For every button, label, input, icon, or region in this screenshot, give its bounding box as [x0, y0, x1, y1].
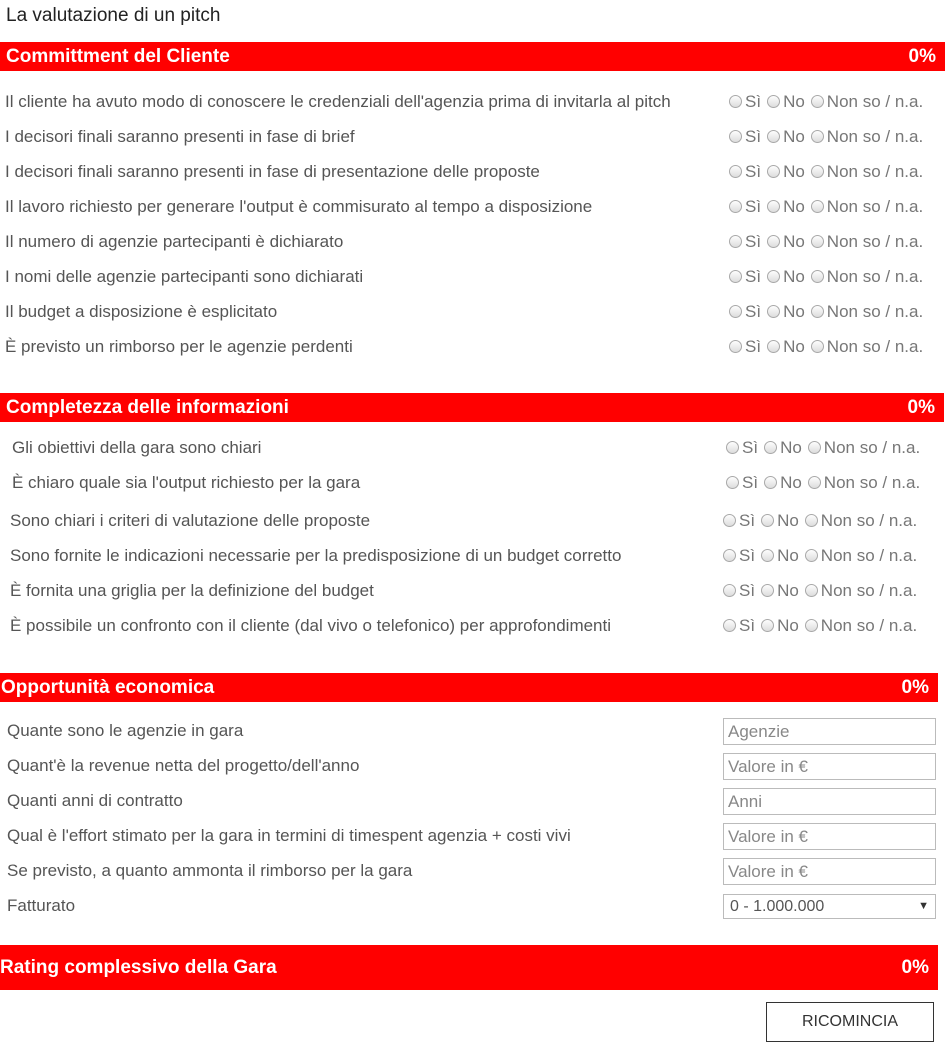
radio-no[interactable]	[764, 476, 777, 489]
option-label: Non so / n.a.	[820, 546, 918, 565]
radio-si[interactable]	[723, 549, 736, 562]
option-label: Sì	[742, 438, 759, 457]
question-label: Sono chiari i criteri di valutazione delle proposte	[10, 511, 371, 530]
option-label: Non so / n.a.	[826, 302, 924, 321]
radio-non-so[interactable]	[811, 305, 824, 318]
question-label: È previsto un rimborso per le agenzie perdenti	[5, 337, 353, 356]
radio-no[interactable]	[764, 441, 777, 454]
radio-no[interactable]	[767, 270, 780, 283]
select-value: 0 - 1.000.000	[730, 898, 825, 915]
radio-no[interactable]	[767, 235, 780, 248]
radio-non-so[interactable]	[811, 235, 824, 248]
section-percent: 0%	[908, 46, 936, 67]
radio-si-option[interactable]	[729, 197, 761, 217]
radio-no-option[interactable]	[761, 546, 799, 566]
answer-options	[729, 127, 929, 147]
option-label: Sì	[745, 127, 762, 146]
option-label: Sì	[742, 473, 759, 492]
answer-options	[723, 511, 923, 531]
option-label: No	[783, 92, 805, 111]
agencies-input[interactable]	[723, 718, 936, 745]
radio-si[interactable]	[729, 200, 742, 213]
radio-no[interactable]	[761, 514, 774, 527]
radio-non-so-option[interactable]	[811, 162, 923, 182]
radio-non-so[interactable]	[811, 200, 824, 213]
option-label: No	[780, 438, 802, 457]
option-label: Non so / n.a.	[820, 581, 918, 600]
radio-non-so-option[interactable]	[811, 302, 923, 322]
rating-percent: 0%	[901, 957, 929, 978]
radio-no-option[interactable]	[767, 337, 805, 357]
option-label: Non so / n.a.	[820, 616, 918, 635]
radio-si-option[interactable]	[729, 267, 761, 287]
radio-no[interactable]	[767, 305, 780, 318]
radio-no[interactable]	[761, 549, 774, 562]
option-label: No	[777, 546, 799, 565]
radio-si-option[interactable]	[729, 127, 761, 147]
option-label: No	[783, 197, 805, 216]
radio-non-so-option[interactable]	[811, 232, 923, 252]
radio-si[interactable]	[729, 235, 742, 248]
question-label: È fornita una griglia per la definizione del budget	[10, 581, 374, 600]
answer-options	[726, 473, 926, 493]
radio-si-option[interactable]	[723, 581, 755, 601]
question-label: Il budget a disposizione è esplicitato	[5, 302, 278, 321]
radio-no-option[interactable]	[761, 581, 799, 601]
option-label: Non so / n.a.	[826, 92, 924, 111]
option-label: Non so / n.a.	[826, 127, 924, 146]
question-label: I nomi delle agenzie partecipanti sono dichiarati	[5, 267, 364, 286]
option-label: No	[783, 267, 805, 286]
radio-si-option[interactable]	[723, 546, 755, 566]
radio-si-option[interactable]	[726, 473, 758, 493]
radio-no[interactable]	[761, 619, 774, 632]
option-label: Sì	[745, 232, 762, 251]
field-label: Quanti anni di contratto	[7, 791, 183, 810]
radio-non-so[interactable]	[811, 340, 824, 353]
answer-options	[729, 162, 929, 182]
question-label: Il lavoro richiesto per generare l'output è commisurato al tempo a disposizione	[5, 197, 593, 216]
section-percent: 0%	[907, 397, 935, 418]
radio-non-so-option[interactable]	[808, 438, 920, 458]
option-label: Non so / n.a.	[823, 473, 921, 492]
radio-no[interactable]	[767, 130, 780, 143]
option-label: Sì	[739, 616, 756, 635]
radio-si[interactable]	[726, 441, 739, 454]
question-label: I decisori finali saranno presenti in fase di brief	[5, 127, 355, 146]
answer-options	[723, 581, 923, 601]
field-label: Quant'è la revenue netta del progetto/dell'anno	[7, 756, 360, 775]
radio-non-so[interactable]	[811, 165, 824, 178]
page-title: La valutazione di un pitch	[6, 5, 221, 26]
question-label: È possibile un confronto con il cliente (dal vivo o telefonico) per approfondimenti	[10, 616, 612, 635]
answer-options	[726, 438, 926, 458]
radio-no-option[interactable]	[767, 232, 805, 252]
radio-no-option[interactable]	[761, 616, 799, 636]
option-label: Non so / n.a.	[826, 337, 924, 356]
option-label: No	[780, 473, 802, 492]
radio-non-so-option[interactable]	[805, 616, 917, 636]
radio-non-so-option[interactable]	[811, 337, 923, 357]
radio-non-so[interactable]	[805, 619, 818, 632]
radio-non-so-option[interactable]	[805, 511, 917, 531]
option-label: Non so / n.a.	[826, 267, 924, 286]
section-percent: 0%	[901, 677, 929, 698]
radio-non-so[interactable]	[811, 130, 824, 143]
radio-no[interactable]	[767, 95, 780, 108]
field-label: Se previsto, a quanto ammonta il rimborso per la gara	[7, 861, 413, 880]
contract-years-input[interactable]	[723, 788, 936, 815]
section-header-commitment	[0, 42, 945, 71]
radio-si[interactable]	[729, 95, 742, 108]
radio-non-so[interactable]	[805, 584, 818, 597]
rating-header	[0, 945, 938, 990]
answer-options	[729, 232, 929, 252]
radio-si[interactable]	[726, 476, 739, 489]
radio-non-so[interactable]	[805, 514, 818, 527]
option-label: Sì	[745, 162, 762, 181]
field-label: Qual è l'effort stimato per la gara in termini di timespent agenzia + costi vivi	[7, 826, 571, 845]
option-label: No	[777, 511, 799, 530]
radio-si[interactable]	[729, 165, 742, 178]
question-label: Il numero di agenzie partecipanti è dichiarato	[5, 232, 344, 251]
revenue-input[interactable]	[723, 753, 936, 780]
option-label: Sì	[745, 92, 762, 111]
radio-non-so-option[interactable]	[805, 581, 917, 601]
option-label: Non so / n.a.	[820, 511, 918, 530]
answer-options	[729, 337, 929, 357]
radio-no-option[interactable]	[767, 127, 805, 147]
radio-si-option[interactable]	[726, 438, 758, 458]
radio-si-option[interactable]	[729, 302, 761, 322]
option-label: No	[783, 162, 805, 181]
section-title: Opportunità economica	[1, 677, 215, 698]
option-label: Sì	[739, 546, 756, 565]
radio-si[interactable]	[729, 270, 742, 283]
question-label: È chiaro quale sia l'output richiesto per la gara	[12, 473, 361, 492]
radio-no-option[interactable]	[767, 92, 805, 112]
question-label: Sono fornite le indicazioni necessarie per la predisposizione di un budget corretto	[10, 546, 622, 565]
radio-non-so-option[interactable]	[808, 473, 920, 493]
radio-non-so[interactable]	[805, 549, 818, 562]
radio-non-so[interactable]	[808, 476, 821, 489]
radio-no-option[interactable]	[767, 267, 805, 287]
radio-non-so[interactable]	[811, 270, 824, 283]
radio-non-so-option[interactable]	[811, 267, 923, 287]
rating-title: Rating complessivo della Gara	[0, 957, 277, 978]
option-label: No	[783, 127, 805, 146]
radio-non-so-option[interactable]	[811, 197, 923, 217]
section-header-completezza	[0, 393, 944, 422]
radio-no[interactable]	[761, 584, 774, 597]
radio-no-option[interactable]	[761, 511, 799, 531]
radio-non-so-option[interactable]	[811, 127, 923, 147]
question-label: Il cliente ha avuto modo di conoscere le credenziali dell'agenzia prima di invitarla al pitch	[5, 92, 671, 111]
radio-si-option[interactable]	[729, 232, 761, 252]
option-label: No	[777, 616, 799, 635]
radio-si[interactable]	[723, 619, 736, 632]
option-label: No	[783, 302, 805, 321]
radio-no-option[interactable]	[767, 197, 805, 217]
section-title: Completezza delle informazioni	[6, 397, 289, 418]
option-label: Non so / n.a.	[826, 197, 924, 216]
radio-si[interactable]	[729, 130, 742, 143]
answer-options	[729, 92, 929, 112]
radio-no[interactable]	[767, 165, 780, 178]
option-label: Sì	[745, 197, 762, 216]
option-label: Sì	[739, 511, 756, 530]
radio-si[interactable]	[723, 514, 736, 527]
field-label: Fatturato	[7, 896, 76, 915]
answer-options	[723, 546, 923, 566]
radio-no[interactable]	[767, 200, 780, 213]
fatturato-select[interactable]	[723, 894, 936, 919]
option-label: No	[783, 232, 805, 251]
radio-si[interactable]	[723, 584, 736, 597]
restart-button[interactable]: RICOMINCIA	[766, 1002, 934, 1042]
radio-si[interactable]	[729, 305, 742, 318]
question-label: Gli obiettivi della gara sono chiari	[12, 438, 262, 457]
option-label: No	[777, 581, 799, 600]
radio-non-so-option[interactable]	[805, 546, 917, 566]
field-label: Quante sono le agenzie in gara	[7, 721, 244, 740]
radio-no-option[interactable]	[767, 162, 805, 182]
radio-no-option[interactable]	[767, 302, 805, 322]
option-label: No	[783, 337, 805, 356]
option-label: Sì	[745, 337, 762, 356]
reimbursement-input[interactable]	[723, 858, 936, 885]
section-title: Committment del Cliente	[6, 46, 230, 67]
radio-non-so[interactable]	[808, 441, 821, 454]
dropdown-arrow-icon: ▼	[918, 900, 929, 912]
option-label: Sì	[745, 302, 762, 321]
option-label: Non so / n.a.	[826, 232, 924, 251]
radio-non-so-option[interactable]	[811, 92, 923, 112]
radio-si-option[interactable]	[729, 92, 761, 112]
question-label: I decisori finali saranno presenti in fase di presentazione delle proposte	[5, 162, 540, 181]
answer-options	[723, 616, 923, 636]
effort-input[interactable]	[723, 823, 936, 850]
answer-options	[729, 197, 929, 217]
radio-si[interactable]	[729, 340, 742, 353]
radio-si-option[interactable]	[723, 616, 755, 636]
option-label: Non so / n.a.	[826, 162, 924, 181]
radio-si-option[interactable]	[723, 511, 755, 531]
radio-no-option[interactable]	[764, 438, 802, 458]
option-label: Sì	[739, 581, 756, 600]
section-header-opportunita	[0, 673, 938, 702]
radio-si-option[interactable]	[729, 337, 761, 357]
answer-options	[729, 302, 929, 322]
option-label: Non so / n.a.	[823, 438, 921, 457]
answer-options	[729, 267, 929, 287]
radio-si-option[interactable]	[729, 162, 761, 182]
option-label: Sì	[745, 267, 762, 286]
radio-no-option[interactable]	[764, 473, 802, 493]
radio-no[interactable]	[767, 340, 780, 353]
radio-non-so[interactable]	[811, 95, 824, 108]
